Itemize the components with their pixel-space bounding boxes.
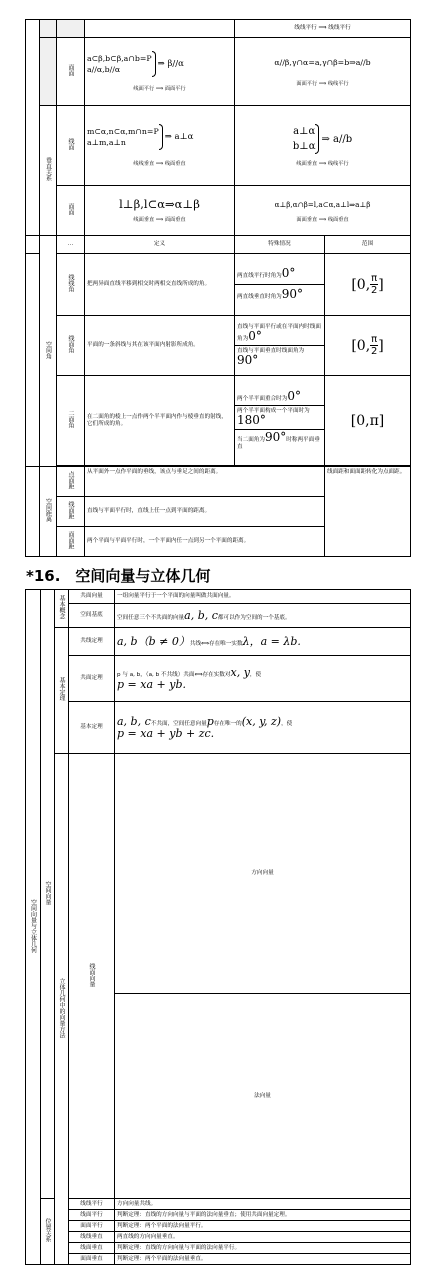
special-text: 时称两平面垂直 (237, 436, 320, 450)
formula-line: b⊥α (292, 141, 316, 152)
row-name: 线线平行 (69, 1199, 115, 1210)
special-value: 90° (264, 429, 287, 444)
caption: 线面平行 ⟹ 面面平行 (133, 86, 186, 92)
formula-result: ⇒ a//b (321, 133, 353, 145)
angle-range (325, 254, 411, 316)
formula-result: ⇒ β//α (157, 58, 184, 69)
range-right: ] (378, 338, 384, 354)
angle-special (235, 376, 325, 466)
special-text: 两直线平行时角为 (237, 273, 282, 279)
range-left: [0, (351, 338, 371, 354)
formula: l⊥β,l⊂α⇒α⊥β (119, 196, 200, 211)
special-value: 0° (281, 266, 296, 280)
angle-definition: 把两异面直线平移到相交时两相交直线所成的角。 (85, 254, 235, 316)
angle-row-dihedral (26, 376, 411, 466)
angle-range: [0,π] (325, 376, 411, 466)
row-text: 一组向量平行于一个平面的向量叫做共面向量。 (115, 590, 411, 604)
formula-line: a⊂β,b⊂β,a∩b=P (87, 54, 152, 63)
left-margin-cell (26, 467, 40, 557)
angle-range (325, 316, 411, 376)
math-vectors: a, b, c (184, 608, 218, 622)
row-text: p 与 a, b，（a, b 不共线）共面⟺存在实数对x, y，使 p = xa + yb. (115, 656, 411, 702)
theorem-row-basic (26, 702, 411, 754)
angle-header-row (26, 236, 411, 254)
blank-cell (85, 20, 235, 38)
label-position-relation: 位置关系 (41, 1199, 55, 1265)
parallel-caption: 线线平行 ⟹ 线线平行 (235, 20, 411, 38)
row-name: 面面平行 (69, 1221, 115, 1232)
math: p (206, 714, 214, 728)
row-plane-parallel (26, 38, 411, 106)
formula-line: a⊥α (293, 126, 316, 137)
special-value: 0° (287, 388, 301, 403)
row-text: 判断定理：直线的方向向量与平面的法向量平行。 (115, 1243, 411, 1254)
angle-row-line-line (26, 254, 411, 316)
brace-icon (315, 124, 319, 154)
left-margin-cell (26, 236, 40, 254)
special-text: 两个半平面重合时为 (237, 395, 288, 402)
row-text: 两直线的方向向量垂直。 (115, 1232, 411, 1243)
special-value: 0° (248, 329, 262, 343)
angle-label: 二面角 (57, 376, 85, 466)
range-right: ] (378, 277, 384, 293)
blank-cell (40, 20, 57, 38)
plane-perp-property (235, 186, 411, 236)
range-left: [0, (351, 277, 371, 293)
header-range: 范围 (325, 236, 411, 254)
math: x, y (230, 665, 250, 679)
row-name: 共面向量 (69, 590, 115, 604)
dist-note: 线面距和面面距转化为点面距。 (325, 467, 411, 557)
label-line-plane-vector: 线面向量 (69, 754, 115, 1199)
theorem-row-collinear (26, 628, 411, 656)
position-row (26, 1199, 411, 1210)
position-row (26, 1232, 411, 1243)
label-basic-theorem: 基本定理 (55, 628, 69, 754)
special-value: 90° (281, 287, 304, 301)
row-line-perp (26, 106, 411, 186)
row-text: a, b, c不共面，空间任意向量p存在唯一的(x, y, z)，使 p = xa + yb + zc. (115, 702, 411, 754)
range-fraction: $\frac{\pi}{2}$ (371, 334, 378, 357)
label-basic-concept: 基本概念 (55, 590, 69, 628)
group-label-application: 立体几何中的向量方法 (55, 754, 69, 1265)
row-label-line-plane: 线面 (57, 106, 85, 186)
row-name: 共面定理 (69, 656, 115, 702)
angle-definition: 平面的一条斜线与其在该平面内射影所成角。 (85, 316, 235, 376)
row-text: 判断定理：两个平面的法向量垂直。 (115, 1254, 411, 1265)
header-def: 定义 (85, 236, 235, 254)
section-title: *16. 空间向量与立体几何 (26, 567, 211, 585)
row-label-plane-plane: 面面 (57, 186, 85, 236)
formula-line: m⊂α,n⊂α,m∩n=P (87, 127, 159, 136)
blank-cell (40, 38, 57, 106)
line-perp-judgement (85, 106, 235, 186)
dist-label: 点面距 (57, 467, 85, 497)
special-value: 180° (237, 412, 266, 427)
formula-line: a⊥m,a⊥n (87, 138, 126, 147)
math: p = xa + yb. (117, 677, 186, 691)
brace-icon (159, 124, 163, 150)
concept-row-basis (26, 604, 411, 628)
row-name: 空间基底 (69, 604, 115, 628)
special-text: 两直线垂直时角为 (237, 294, 282, 300)
group-label-distance: 空间距离 (40, 467, 57, 557)
math: a, b（b ≠ 0） (117, 634, 190, 648)
angle-special (235, 254, 325, 316)
dist-row-point-plane (26, 467, 411, 497)
math: a, b, c (117, 714, 151, 728)
row-name: 面面垂直 (69, 1254, 115, 1265)
left-margin-cell (26, 254, 40, 467)
math: λ，a = λb. (242, 634, 301, 648)
caption: 面面垂直 ⟹ 线面垂直 (296, 216, 349, 223)
group-label-basic: 空间向量 (41, 590, 55, 1199)
dist-label: 线面距 (57, 497, 85, 527)
row-text: a, b（b ≠ 0）共线⟺存在唯一实数λ，a = λb. (115, 628, 411, 656)
special-value: 90° (237, 353, 259, 367)
row-label-plane: 面面 (57, 38, 85, 106)
row-text: 空间任意三个不共面的向量a, b, c都可以作为空间的一个基底。 (115, 604, 411, 628)
row-name: 线面垂直 (69, 1243, 115, 1254)
row-text: 方向向量共线。 (115, 1199, 411, 1210)
special-text: 直线与平面平行或在平面内时线面角为 (237, 324, 321, 342)
row-text: 判断定理：直线的方向向量与平面的法向量垂直；使用共面向量定理。 (115, 1210, 411, 1221)
position-row (26, 1243, 411, 1254)
caption: 面面平行 ⟹ 线线平行 (296, 80, 349, 87)
row-parallel-top (26, 20, 411, 38)
row-name: 基本定理 (69, 702, 115, 754)
angle-special (235, 316, 325, 376)
caption: 线面垂直 ⟹ 线线平行 (296, 161, 349, 167)
formula-result: ⇒ a⊥α (164, 131, 194, 142)
dist-definition: 直线与平面平行时，直线上任一点到平面的距离。 (85, 497, 325, 527)
row-text: 判断定理：两个平面的法向量平行。 (115, 1221, 411, 1232)
math: (x, y, z) (241, 714, 282, 728)
row-name: 方向向量 (115, 754, 411, 994)
angle-definition: 在二面角的棱上一点作两个半平面内作与棱垂直的射线，它们所成的角。 (85, 376, 235, 466)
formula: α⊥β,α∩β=l,a⊂α,a⊥l⇒a⊥β (274, 199, 371, 209)
vector-row-direction (26, 754, 411, 994)
math: p = xa + yb + zc. (117, 726, 215, 740)
vector-geometry-table (25, 589, 411, 1265)
header-special: 特殊情况 (235, 236, 325, 254)
header-col1: … (57, 236, 85, 254)
range-fraction: $\frac{\pi}{2}$ (371, 273, 378, 296)
dist-definition: 从平面外一点作平面的垂线，该点与垂足之间的距离。 (85, 467, 325, 497)
concept-row-coplanar (26, 590, 411, 604)
brace-icon (152, 51, 156, 77)
plane-parallel-judgement (85, 38, 235, 106)
formula-line: a//α,b//α (87, 65, 121, 74)
formula: α//β,γ∩α=a,γ∩β=b⇒a//b (274, 57, 371, 67)
special-text: 两个半平面构成一个平面时为 (237, 407, 310, 414)
special-text: 直线与平面垂直时线面角为 (237, 348, 305, 354)
position-row (26, 1210, 411, 1221)
dist-label: 面面距 (57, 527, 85, 557)
row-plane-perp (26, 186, 411, 236)
group-label-main: 空间向量与立体几何 (26, 590, 41, 1265)
row-name: 线线垂直 (69, 1232, 115, 1243)
angle-label: 线线角 (57, 254, 85, 316)
position-row (26, 1221, 411, 1232)
row-name: 线面平行 (69, 1210, 115, 1221)
plane-parallel-property (235, 38, 411, 106)
row-name: 法向量 (115, 994, 411, 1199)
dist-definition: 两个平面与平面平行时，一个平面内任一点到另一个平面的距离。 (85, 527, 325, 557)
plane-perp-judgement (85, 186, 235, 236)
special-text: 当二面角为 (237, 436, 265, 443)
left-margin-cell (26, 20, 40, 236)
position-row (26, 1254, 411, 1265)
row-name: 共线定理 (69, 628, 115, 656)
caption: 线线垂直 ⟹ 线面垂直 (133, 161, 186, 167)
angle-row-line-plane (26, 316, 411, 376)
group-label-angle: 空间角 (40, 236, 57, 467)
blank-cell (57, 20, 85, 38)
line-perp-property (235, 106, 411, 186)
theorem-row-coplanar (26, 656, 411, 702)
group-label-perp: 垂直关系 (40, 106, 57, 236)
geometry-relations-table (25, 19, 411, 557)
caption: 线面垂直 ⟹ 面面垂直 (133, 216, 186, 223)
angle-label: 线面角 (57, 316, 85, 376)
